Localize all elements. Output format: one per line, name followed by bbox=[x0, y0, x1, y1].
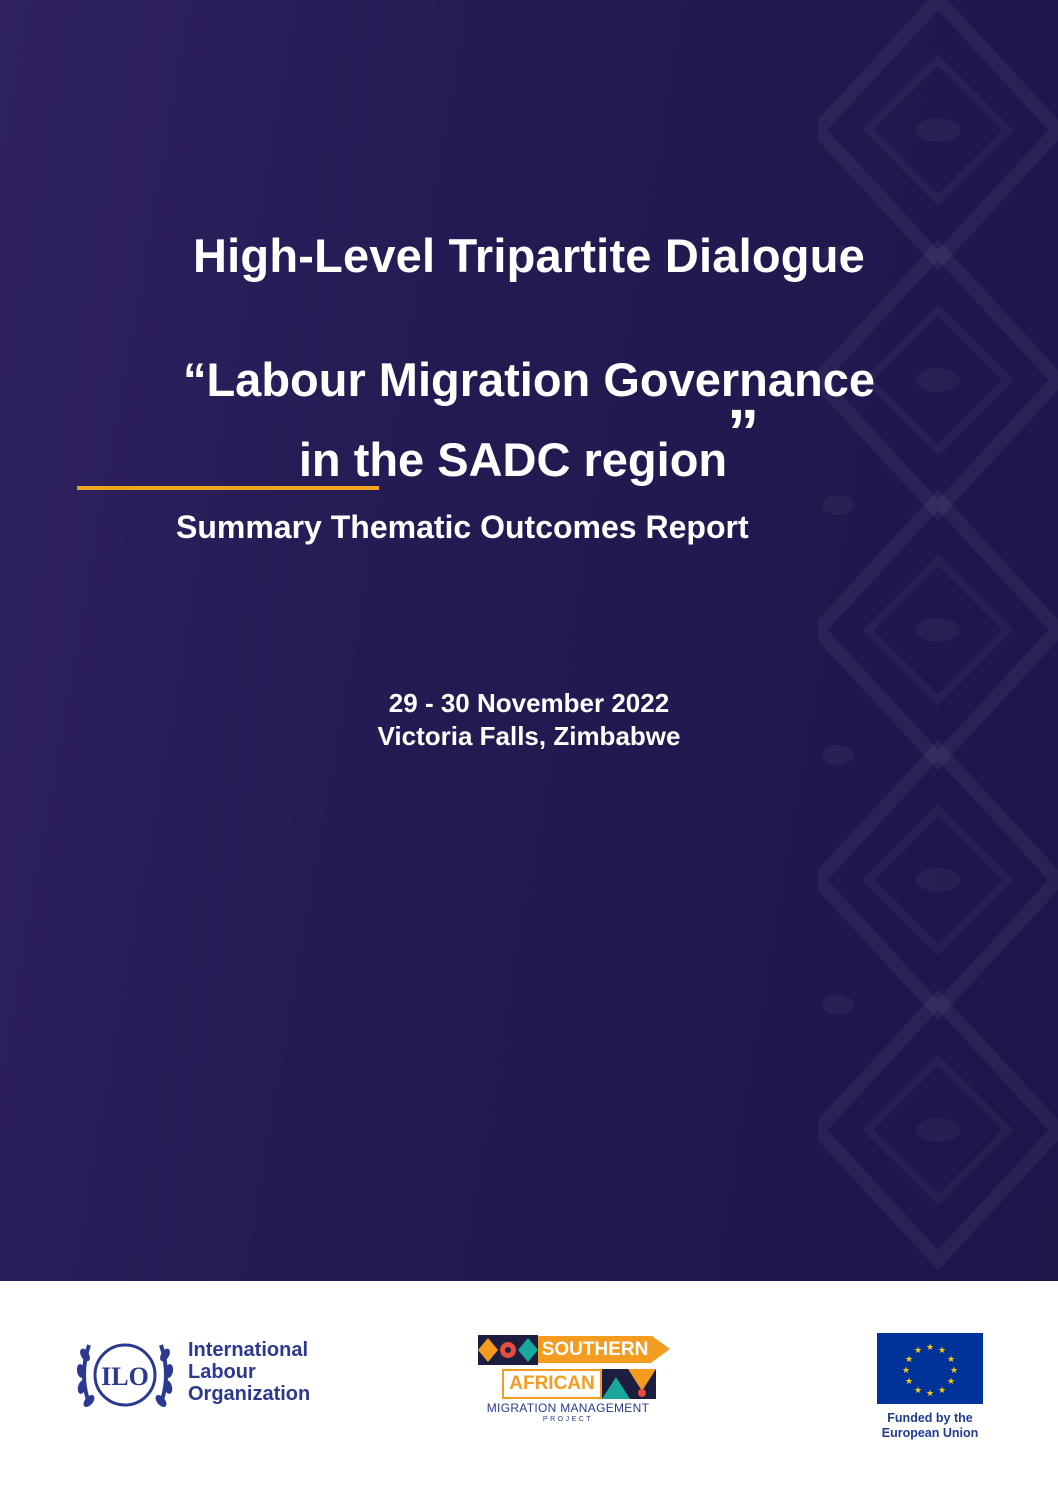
event-location: Victoria Falls, Zimbabwe bbox=[377, 721, 681, 751]
ilo-logo-icon bbox=[75, 1333, 175, 1417]
samm-southern: SOUTHERN bbox=[538, 1336, 652, 1363]
svg-text:★: ★ bbox=[925, 1389, 935, 1399]
report-title: High-Level Tripartite Dialogue bbox=[193, 229, 865, 282]
svg-text:★: ★ bbox=[904, 1377, 914, 1387]
theme-title-line2: in the SADC region” bbox=[298, 396, 760, 486]
samm-pattern-icon bbox=[478, 1335, 538, 1365]
ilo-name: International Labour Organization bbox=[188, 1339, 311, 1405]
svg-text:★: ★ bbox=[913, 1346, 923, 1356]
svg-text:★: ★ bbox=[937, 1386, 947, 1396]
theme-title-line1: “Labour Migration Governance bbox=[182, 353, 876, 406]
close-quote: ” bbox=[727, 396, 760, 468]
accent-divider bbox=[77, 486, 379, 490]
svg-text:★: ★ bbox=[937, 1346, 947, 1356]
eu-flag-icon bbox=[877, 1333, 983, 1404]
svg-text:★: ★ bbox=[913, 1386, 923, 1396]
svg-text:★: ★ bbox=[925, 1343, 935, 1353]
decorative-pattern bbox=[818, 0, 1058, 1281]
svg-text:ILO: ILO bbox=[101, 1362, 149, 1391]
samm-arrow-icon bbox=[652, 1336, 670, 1362]
theme-title bbox=[0, 340, 1058, 500]
samm-logo bbox=[476, 1333, 676, 1428]
samm-project: PROJECT bbox=[542, 1416, 594, 1423]
report-subtitle: Summary Thematic Outcomes Report bbox=[176, 509, 749, 545]
event-date: 29 - 30 November 2022 bbox=[388, 688, 670, 718]
open-quote: “ bbox=[182, 353, 207, 406]
svg-text:★: ★ bbox=[946, 1355, 956, 1365]
samm-subtitle: MIGRATION MANAGEMENT bbox=[486, 1401, 650, 1415]
svg-text:★: ★ bbox=[901, 1366, 911, 1376]
samm-african: AFRICAN bbox=[502, 1369, 602, 1399]
eu-funding-note: Funded by the European Union bbox=[881, 1411, 979, 1440]
samm-pattern2-icon bbox=[602, 1369, 656, 1399]
svg-text:★: ★ bbox=[904, 1355, 914, 1365]
svg-text:★: ★ bbox=[949, 1366, 959, 1376]
svg-text:★: ★ bbox=[946, 1377, 956, 1387]
